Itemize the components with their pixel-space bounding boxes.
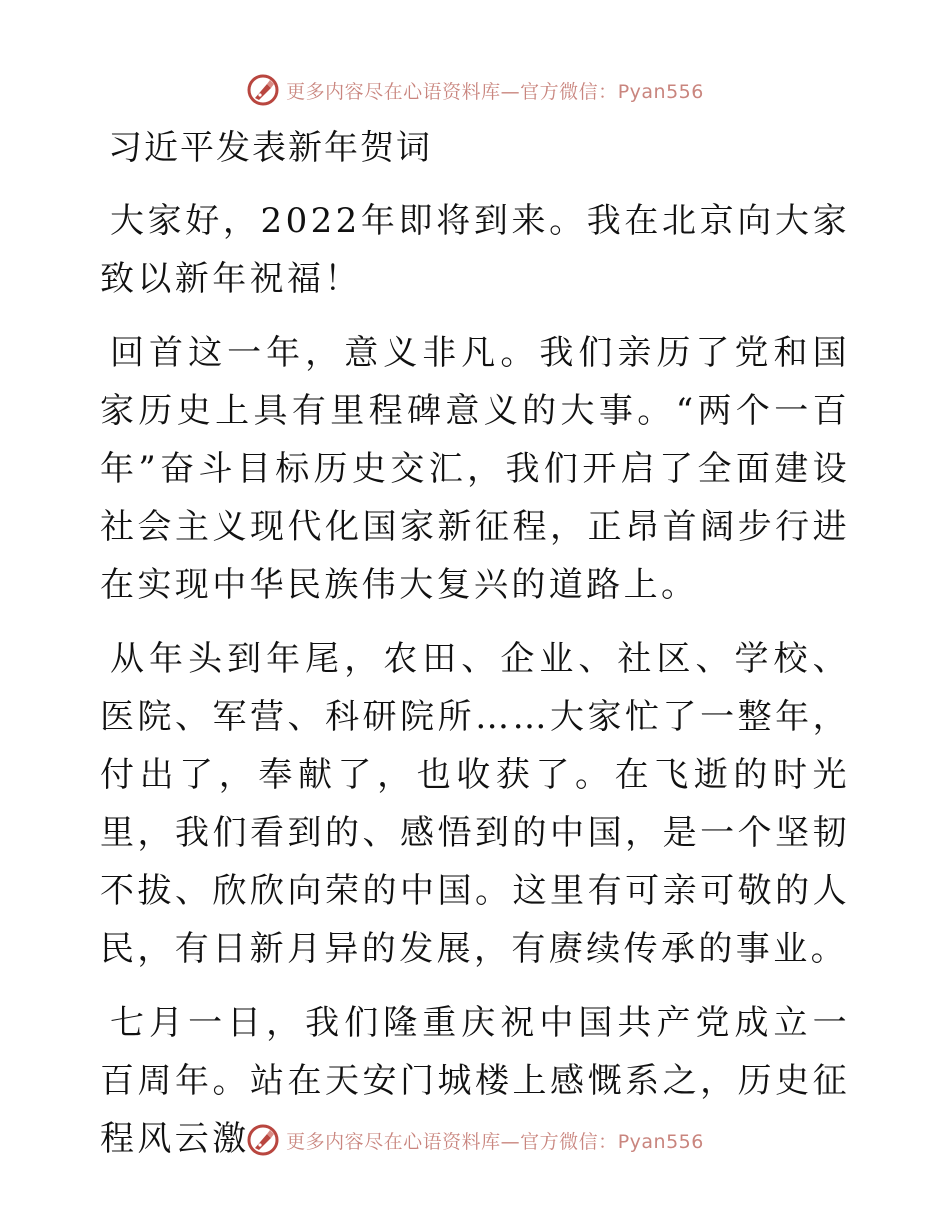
pen-nib-logo-icon <box>246 1123 280 1157</box>
pen-nib-logo-icon <box>246 73 280 107</box>
watermark-dash: — <box>500 1130 521 1153</box>
header-watermark-banner <box>0 70 950 110</box>
document-title: 习近平发表新年贺词 <box>108 128 432 168</box>
paragraph-3: 从年头到年尾，农田、企业、社区、学校、医院、军营、科研院所……大家忙了一整年，付出了，奉献了，也收获了。在飞逝的时光里，我们看到的、感悟到的中国，是一个坚韧不拔、欣欣向荣的中国。这里有可亲可敬的人民，有日新月异的发展，有赓续传承的事业。 <box>100 639 850 969</box>
watermark-dash: — <box>500 80 521 103</box>
watermark-wechat-id: Pyan556 <box>617 80 704 103</box>
watermark-text <box>286 1127 704 1154</box>
watermark-brand: 更多内容尽在心语资料库 <box>286 1130 501 1153</box>
document-body <box>100 120 850 1184</box>
paragraph-4: 七月一日，我们隆重庆祝中国共产党成立一百周年。站在天安门城楼上感慨系之，历史征程风云激 <box>100 1003 850 1159</box>
footer-watermark-banner <box>0 1120 950 1160</box>
paragraph-1: 大家好，2022年即将到来。我在北京向大家致以新年祝福！ <box>100 201 850 299</box>
watermark-brand: 更多内容尽在心语资料库 <box>286 80 501 103</box>
watermark-text <box>286 77 704 104</box>
watermark-official-label: 官方微信： <box>520 1130 618 1153</box>
watermark-official-label: 官方微信： <box>520 80 618 103</box>
paragraph-2: 回首这一年，意义非凡。我们亲历了党和国家历史上具有里程碑意义的大事。“两个一百年”奋斗目标历史交汇，我们开启了全面建设社会主义现代化国家新征程，正昂首阔步行进在实现中华民族伟大复兴的道路上。 <box>100 333 850 605</box>
watermark-wechat-id: Pyan556 <box>617 1130 704 1153</box>
